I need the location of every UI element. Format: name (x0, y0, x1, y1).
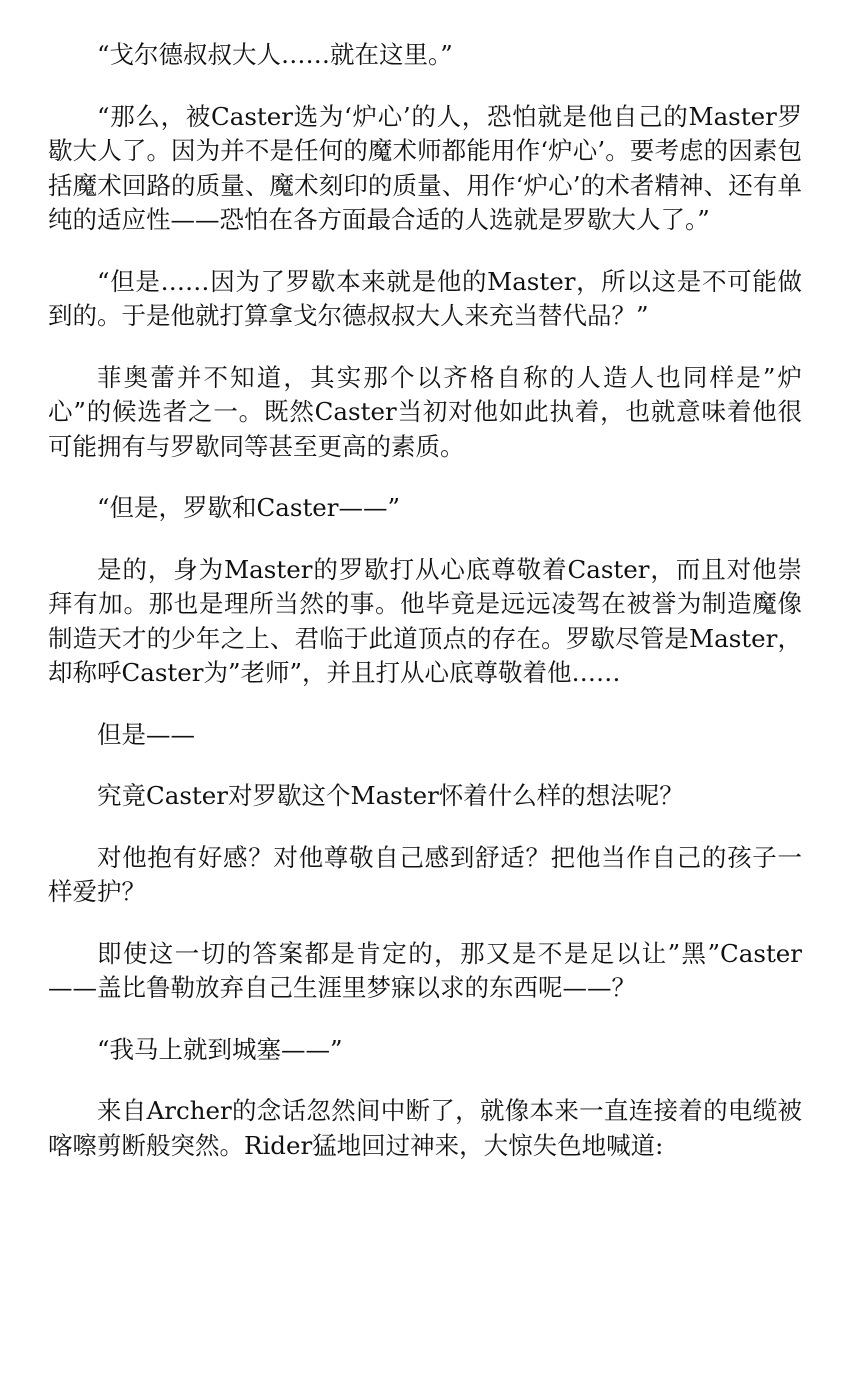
paragraph: “戈尔德叔叔大人……就在这里。” (97, 40, 453, 69)
paragraph: “那么，被Caster选为‘炉心’的人，恐怕就是他自己的Master罗歇大人了。因为并不是任何的魔术师都能用作‘炉心’。要考虑的因素包括魔术回路的质量、魔术刻印的质量、用作‘炉心’的术者精神、还有单纯的适应性——恐怕在各方面最合适的人选就是罗歇大人了。” (48, 101, 802, 234)
paragraph: 究竟Caster对罗歇这个Master怀着什么样的想法呢？ (97, 781, 684, 810)
paragraph: “我马上就到城塞——” (97, 1034, 343, 1064)
paragraph: “但是，罗歇和Caster——” (97, 493, 401, 522)
document-page (48, 38, 802, 1190)
paragraph: 对他抱有好感？对他尊敬自己感到舒适？把他当作自己的孩子一样爱护？ (48, 842, 802, 906)
paragraph: 菲奥蕾并不知道，其实那个以齐格自称的人造人也同样是”炉心”的候选者之一。既然Caster当初对他如此执着，也就意味着他很可能拥有与罗歇同等甚至更高的素质。 (48, 362, 802, 461)
paragraph: “但是……因为了罗歇本来就是他的Master，所以这是不可能做到的。于是他就打算拿戈尔德叔叔大人来充当替代品？” (48, 266, 802, 330)
paragraph: 即使这一切的答案都是肯定的，那又是不是足以让”黑”Caster——盖比鲁勒放弃自己生涯里梦寐以求的东西呢——？ (48, 938, 802, 1002)
paragraph: 来自Archer的念话忽然间中断了，就像本来一直连接着的电缆被喀嚓剪断般突然。Rider猛地回过神来，大惊失色地喊道: (48, 1096, 802, 1160)
paragraph: 但是—— (97, 719, 195, 749)
paragraph: 是的，身为Master的罗歇打从心底尊敬着Caster，而且对他崇拜有加。那也是理所当然的事。他毕竟是远远凌驾在被誉为制造魔像制造天才的少年之上、君临于此道顶点的存在。罗歇尽管是Master，却称呼Caster为”老师”，并且打从心底尊敬着他…… (48, 554, 802, 687)
